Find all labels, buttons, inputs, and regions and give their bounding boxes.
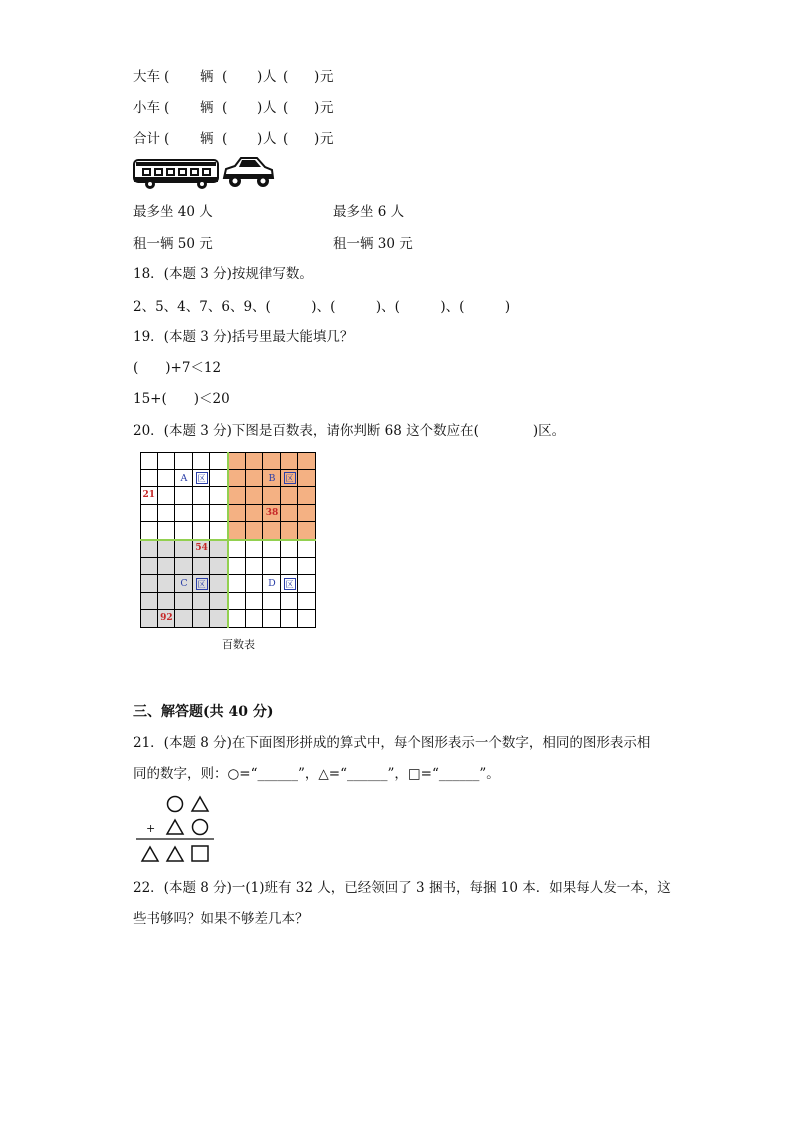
hundred-chart-cell bbox=[298, 575, 316, 593]
hundred-chart-cell bbox=[263, 540, 281, 558]
hundred-chart-cell bbox=[281, 540, 299, 558]
zone-label-c: C bbox=[180, 578, 188, 590]
hundred-chart-cell bbox=[158, 575, 176, 593]
hundred-chart-cell bbox=[140, 610, 158, 628]
hundred-chart-cell bbox=[193, 487, 211, 505]
q22-line-1: 22．(本题 8 分)一(1)班有 32 人，已经领回了 3 捆书，每捆 10 本．如果每人发一本，这 bbox=[133, 880, 671, 896]
hundred-chart-cell bbox=[228, 575, 246, 593]
q19-inequality-1: ( )+7＜12 bbox=[133, 360, 222, 376]
hundred-chart-cell bbox=[210, 593, 228, 611]
hundred-chart-cell bbox=[140, 470, 158, 488]
hundred-chart-cell bbox=[281, 452, 299, 470]
unit-vehicle: 辆 bbox=[200, 131, 214, 147]
hundred-chart-cell bbox=[228, 470, 246, 488]
zone-mark: 区 bbox=[197, 580, 206, 589]
zone-label-a: A bbox=[180, 472, 188, 484]
hundred-chart-cell bbox=[140, 505, 158, 523]
zone-mark: 区 bbox=[285, 580, 294, 589]
hundred-chart-cell bbox=[281, 593, 299, 611]
q21-line-1: 21．(本题 8 分)在下面图形拼成的算式中，每个图形表示一个数字，相同的图形表示相 bbox=[133, 735, 651, 751]
hundred-chart-cell bbox=[263, 522, 281, 540]
triangle-icon bbox=[192, 797, 208, 811]
unit-money: 元 bbox=[320, 100, 334, 116]
hundred-chart-cell bbox=[158, 470, 176, 488]
plus-sign: + bbox=[146, 822, 156, 835]
hundred-chart-cell bbox=[175, 505, 193, 523]
hundred-chart-number: 92 bbox=[160, 613, 173, 624]
hundred-chart-cell bbox=[175, 487, 193, 505]
hundred-chart-cell bbox=[246, 505, 264, 523]
hundred-chart-caption: 百数表 bbox=[222, 638, 255, 651]
unit-people: 人 bbox=[263, 100, 277, 116]
hundred-chart-cell bbox=[175, 593, 193, 611]
zone-label-b: B bbox=[268, 472, 276, 484]
hundred-chart-cell bbox=[298, 522, 316, 540]
q19-prompt: 19．(本题 3 分)括号里最大能填几？ bbox=[133, 329, 354, 345]
bus-illustration bbox=[132, 155, 220, 191]
hundred-chart-cell bbox=[298, 558, 316, 576]
hundred-chart-cell bbox=[298, 452, 316, 470]
hundred-chart-cell bbox=[246, 575, 264, 593]
hundred-chart-cell bbox=[193, 610, 211, 628]
hundred-chart-cell bbox=[175, 558, 193, 576]
hundred-chart-cell bbox=[140, 558, 158, 576]
hundred-chart-cell bbox=[210, 452, 228, 470]
hundred-chart-cell bbox=[210, 522, 228, 540]
q19-inequality-2: 15+( )＜20 bbox=[133, 391, 230, 407]
triangle-icon bbox=[142, 847, 158, 861]
hundred-chart-cell bbox=[228, 487, 246, 505]
hundred-chart-cell bbox=[281, 505, 299, 523]
hundred-chart-cell bbox=[246, 610, 264, 628]
hundred-chart-cell bbox=[175, 610, 193, 628]
q21-line-2: 同的数字，则：○=“______”，△=“______”，□=“______”。 bbox=[133, 766, 500, 782]
hundred-chart-cell bbox=[175, 452, 193, 470]
square-icon bbox=[192, 846, 208, 861]
hundred-chart-cell bbox=[228, 558, 246, 576]
car-capacity: 最多坐 6 人 bbox=[333, 204, 405, 220]
hundred-chart-cell bbox=[210, 575, 228, 593]
bus-rent: 租一辆 50 元 bbox=[133, 236, 213, 252]
hundred-chart-cell bbox=[140, 522, 158, 540]
triangle-icon bbox=[167, 820, 183, 834]
hundred-chart-cell bbox=[210, 470, 228, 488]
hundred-chart-cell bbox=[158, 505, 176, 523]
hundred-chart-number: 38 bbox=[265, 507, 279, 518]
hundred-chart-cell bbox=[281, 558, 299, 576]
q20-prompt: 20．(本题 3 分)下图是百数表，请你判断 68 这个数应在( )区。 bbox=[133, 423, 566, 439]
hundred-chart-cell bbox=[140, 540, 158, 558]
hundred-chart-cell bbox=[175, 522, 193, 540]
hundred-chart-cell bbox=[281, 487, 299, 505]
hundred-chart-cell bbox=[228, 610, 246, 628]
hundred-chart-cell bbox=[228, 505, 246, 523]
hundred-chart-cell bbox=[158, 558, 176, 576]
hundred-chart-cell bbox=[228, 452, 246, 470]
hundred-chart-cell bbox=[193, 452, 211, 470]
row-label: 合计 bbox=[133, 131, 160, 147]
bus-capacity: 最多坐 40 人 bbox=[133, 204, 213, 220]
car-rent: 租一辆 30 元 bbox=[333, 236, 413, 252]
hundred-chart-cell bbox=[193, 522, 211, 540]
hundred-chart-cell bbox=[246, 593, 264, 611]
car-illustration bbox=[221, 154, 275, 190]
hundred-chart-cell bbox=[298, 505, 316, 523]
hundred-chart-cell bbox=[298, 470, 316, 488]
hundred-chart-cell bbox=[140, 593, 158, 611]
hundred-chart-cell bbox=[246, 487, 264, 505]
hundred-chart-cell bbox=[246, 522, 264, 540]
zone-mark: 区 bbox=[197, 474, 206, 484]
hundred-chart-cell bbox=[158, 487, 176, 505]
hundred-chart-number: 54 bbox=[195, 543, 208, 553]
section-title: 三、解答题(共 40 分) bbox=[133, 704, 274, 720]
q18-sequence: 2、5、4、7、6、9、( )、( )、( )、( ) bbox=[133, 299, 511, 315]
hundred-chart-cell bbox=[140, 452, 158, 470]
hundred-chart-cell bbox=[228, 593, 246, 611]
hundred-chart-cell bbox=[281, 610, 299, 628]
hundred-chart-cell bbox=[140, 575, 158, 593]
hundred-chart-cell bbox=[263, 593, 281, 611]
hundred-chart-cell bbox=[193, 505, 211, 523]
hundred-chart-cell bbox=[298, 593, 316, 611]
hundred-chart-cell bbox=[158, 540, 176, 558]
hundred-chart-cell bbox=[210, 505, 228, 523]
hundred-chart-cell bbox=[246, 540, 264, 558]
unit-money: 元 bbox=[320, 131, 334, 147]
row-label: 大车 bbox=[133, 69, 160, 85]
hundred-chart-cell bbox=[210, 610, 228, 628]
unit-people: 人 bbox=[263, 69, 277, 85]
hundred-chart-cell bbox=[175, 540, 193, 558]
hundred-chart-cell bbox=[263, 487, 281, 505]
unit-vehicle: 辆 bbox=[200, 100, 214, 116]
unit-vehicle: 辆 bbox=[200, 69, 214, 85]
hundred-chart-cell bbox=[228, 540, 246, 558]
hundred-chart-cell bbox=[263, 558, 281, 576]
zone-mark: 区 bbox=[285, 474, 294, 484]
q18-prompt: 18．(本题 3 分)按规律写数。 bbox=[133, 266, 313, 282]
hundred-chart-cell bbox=[158, 522, 176, 540]
unit-money: 元 bbox=[320, 69, 334, 85]
hundred-chart-cell bbox=[263, 610, 281, 628]
hundred-chart-cell bbox=[298, 487, 316, 505]
q22-line-2: 些书够吗？如果不够差几本？ bbox=[133, 911, 309, 927]
hundred-chart-cell bbox=[246, 470, 264, 488]
hundred-chart-cell bbox=[298, 610, 316, 628]
hundred-chart-cell bbox=[228, 522, 246, 540]
hundred-chart-cell bbox=[281, 522, 299, 540]
hundred-chart-cell bbox=[158, 593, 176, 611]
hundred-chart-cell bbox=[246, 558, 264, 576]
circle-icon bbox=[193, 820, 208, 835]
hundred-chart-cell bbox=[246, 452, 264, 470]
hundred-chart-cell bbox=[193, 558, 211, 576]
hundred-chart-cell bbox=[263, 452, 281, 470]
hundred-chart-cell bbox=[210, 487, 228, 505]
hundred-chart-number: 21 bbox=[142, 490, 156, 501]
hundred-chart-cell bbox=[298, 540, 316, 558]
zone-label-d: D bbox=[268, 578, 276, 590]
hundred-chart bbox=[140, 452, 316, 628]
hundred-chart-cell bbox=[193, 593, 211, 611]
zone-divider-horizontal bbox=[140, 539, 316, 541]
circle-icon bbox=[168, 797, 183, 812]
hundred-chart-cell bbox=[210, 540, 228, 558]
unit-people: 人 bbox=[263, 131, 277, 147]
triangle-icon bbox=[167, 847, 183, 861]
hundred-chart-cell bbox=[210, 558, 228, 576]
row-label: 小车 bbox=[133, 100, 160, 116]
hundred-chart-cell bbox=[158, 452, 176, 470]
